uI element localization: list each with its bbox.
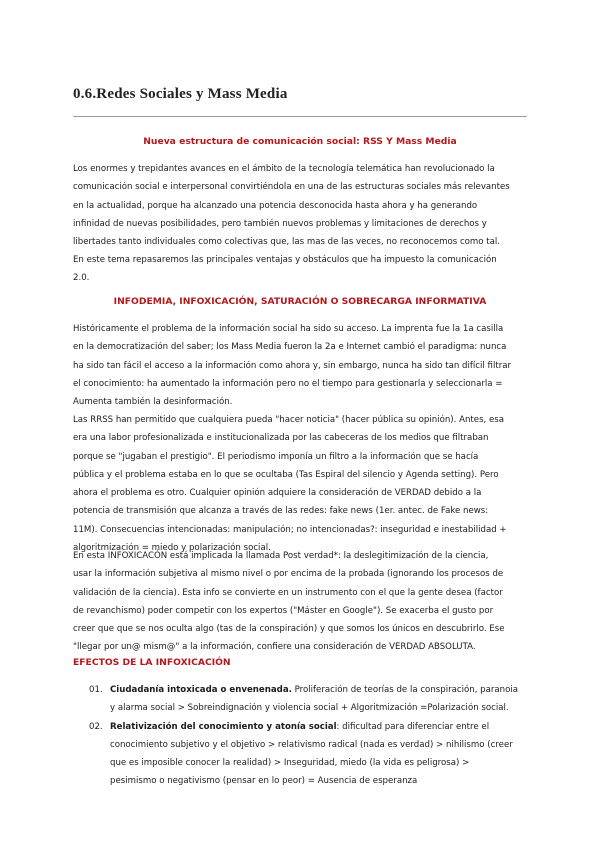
paragraph-line: algoritmización = miedo y polarización social. [73, 543, 271, 554]
paragraph-line: en la actualidad, porque ha alcanzado una potencia desconocida hasta ahora y ha generando [73, 200, 478, 211]
list-item-text: y alarma social > Sobreindignación y violencia social + Algoritmización =Polarización social. [110, 703, 509, 714]
paragraph-line: comunicación social e interpersonal convirtiéndola en una de las estructuras sociales más relevantes [73, 182, 510, 193]
paragraph-history [73, 320, 531, 411]
paragraph-line: ha sido tan fácil el acceso a la información como ahora y, sin embargo, nunca ha sido tan difícil filtrar [73, 360, 512, 371]
paragraph-line: creer que que se nos oculta algo (tas de la conspiración) y que somos los únicos en descubrirlo. Ese [73, 624, 505, 635]
list-item-text: pesimismo o negativismo (pensar en lo peor) = Ausencia de esperanza [110, 776, 418, 787]
paragraph-line: era una labor profesionalizada e institucionalizada por las cabeceras de los medios que filtraban [73, 433, 489, 444]
paragraph-line: potencia de transmisión que alcanza a través de las redes: fake news (1er. antec. de Fake news: [73, 506, 489, 517]
list-item [73, 681, 533, 718]
list-item-text: conocimiento subjetivo y el objetivo > relativismo radical (nada es verdad) > nihilismo (creer [110, 739, 513, 750]
page-title: 0.6.Redes Sociales y Mass Media [73, 86, 288, 102]
list-item-text: : dificultad para diferenciar entre el [336, 721, 490, 732]
list-item-number: 02. [89, 721, 103, 732]
title-divider [73, 116, 527, 117]
list-item-text: que es imposible conocer la realidad) > Inseguridad, miedo (la vida es peligrosa) > [110, 758, 470, 769]
paragraph-line: Aumenta también la desinformación. [73, 397, 233, 408]
paragraph-line: 11M). Consecuencias intencionadas: manipulación; no intencionadas?: inseguridad e inestabilidad + [73, 524, 507, 535]
paragraph-line: Las RRSS han permitido que cualquiera pueda "hacer noticia" (hacer pública su opinión). Antes, esa [73, 415, 505, 425]
paragraph-line: En esta INFOXICACÓN está implicada la llamada Post verdad*: la deslegitimización de la ciencia, [73, 551, 489, 561]
list-item-title: Ciudadanía intoxicada o envenenada. [110, 685, 292, 695]
paragraph-line: el conocimiento: ha aumentado la información pero no el tiempo para gestionarla y seleccionarla = [73, 378, 503, 389]
paragraph-line: 2.0. [73, 273, 90, 284]
paragraph-line: Históricamente el problema de la información social ha sido su acceso. La imprenta fue la 1a casilla [73, 324, 504, 334]
paragraph-line: porque se "jugaban el prestigio". El periodismo imponía un filtro a la información que se hacía [73, 451, 479, 462]
list-item-title: Relativización del conocimiento y atonía social [110, 721, 337, 732]
paragraph-line: en la democratización del saber; los Mass Media fueron la 2a e Internet cambió el paradigma: nunca [73, 342, 507, 353]
section-heading-efectos: EFECTOS DE LA INFOXICACIÓN [73, 657, 231, 668]
paragraph-scope [73, 251, 531, 288]
list-item [73, 718, 533, 791]
paragraph-rrss [73, 411, 531, 557]
paragraph-line: usar la información subjetiva al mismo nivel o por encima de la probada (ignorando los procesos de [73, 569, 504, 580]
section-heading-rss: Nueva estructura de comunicación social: RSS Y Mass Media [143, 136, 457, 147]
paragraph-line: ahora el problema es otro. Cualquier opinión adquiere la consideración de VERDAD debido a la [73, 488, 482, 499]
paragraph-line: "llegar por un@ mism@" a la información, confiere una consideración de VERDAD ABSOLUTA. [73, 642, 476, 653]
paragraph-line: infinidad de nuevas posibilidades, pero también nuevos problemas y limitaciones de derechos y [73, 218, 487, 229]
list-item-number: 01. [89, 685, 103, 695]
paragraph-intro [73, 160, 531, 251]
section-heading-infodemia: INFODEMIA, INFOXICACIÓN, SATURACIÓN O SOBRECARGA INFORMATIVA [113, 296, 487, 307]
paragraph-line: En este tema repasaremos las principales ventajas y obstáculos que ha impuesto la comunicación [73, 255, 497, 265]
paragraph-line: libertades tanto individuales como colectivas que, las mas de las veces, no reconocemos como tal. [73, 237, 501, 248]
effects-list [73, 681, 533, 791]
paragraph-line: de revanchismo) poder competir con los expertos ("Máster en Google"). Se exacerba el gusto por [73, 605, 494, 616]
paragraph-postverdad [73, 547, 531, 657]
list-item-text: Proliferación de teorías de la conspiración, paranoia [291, 685, 519, 695]
paragraph-line: Los enormes y trepidantes avances en el ámbito de la tecnología telemática han revolucionado la [73, 164, 495, 174]
paragraph-line: validación de la ciencia). Esta info se convierte en un instrumento con el que la gente desea (factor [73, 587, 503, 598]
paragraph-line: pública y el problema estaba en lo que se ocultaba (Tas Espiral del silencio y Agenda setting). Pero [73, 469, 499, 480]
